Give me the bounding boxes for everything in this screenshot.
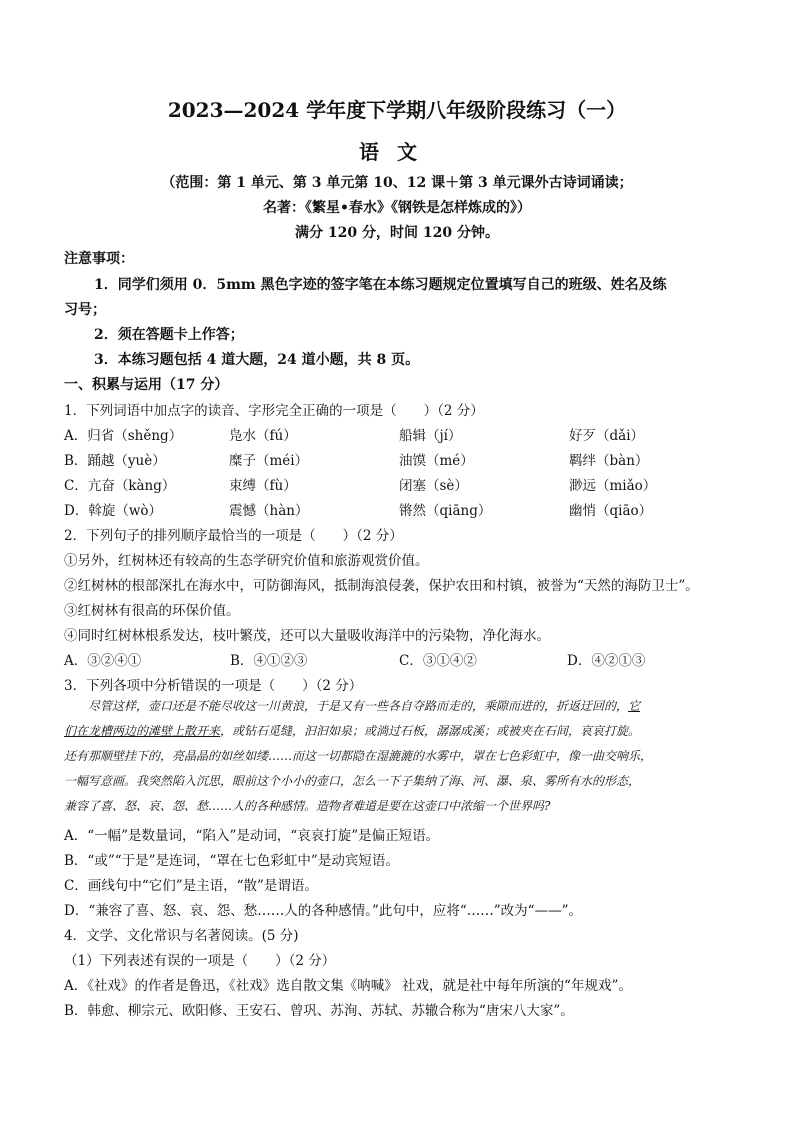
q2-option-b: B．④①②③	[230, 653, 308, 669]
q1-a-word-3: 船辑（jí）	[399, 428, 462, 444]
q2-option-a: A．③②④①	[64, 653, 142, 669]
q2-stem: 2．下列句子的排列顺序最恰当的一项是（ ）（2 分）	[64, 528, 403, 544]
q3-passage-line-2	[64, 719, 736, 744]
scope-line-1: （范围：第 1 单元、第 3 单元第 10、12 课＋第 3 单元课外古诗词诵读；	[161, 175, 633, 191]
q1-c-word-4: 渺远（miǎo）	[569, 478, 657, 494]
q1-d-word-1: D．斡旋（wò）	[64, 503, 163, 519]
q4-stem: 4．文学、文化常识与名著阅读。(5 分)	[64, 928, 299, 944]
q3-option-c: C．画线句中“它们”是主语，“散”是谓语。	[64, 878, 318, 894]
scope-line-2: 名著：《繁星•春水》《钢铁是怎样炼成的》）	[263, 200, 531, 216]
q3-option-b: B．“或”“于是”是连词，“罩在七色彩虹中”是动宾短语。	[64, 853, 399, 869]
q3-stem: 3．下列各项中分析错误的一项是（ ）（2 分）	[64, 678, 363, 694]
section-1-heading: 一、积累与运用（17 分）	[64, 377, 229, 393]
q2-option-c: C．③①④②	[399, 653, 477, 669]
q3-passage-line-1	[64, 694, 736, 719]
q1-b-word-3: 油馍（mé）	[399, 453, 474, 469]
notice-item-3: 3．本练习题包括 4 道大题，24 道小题，共 8 页。	[94, 352, 420, 368]
q1-b-word-2: 糜子（méi）	[229, 453, 309, 469]
q1-d-word-2: 震憾（hàn）	[229, 503, 309, 519]
notice-item-2: 2．须在答题卡上作答；	[94, 327, 244, 343]
notice-heading: 注意事项：	[64, 251, 134, 267]
q4-option-a: A．《社戏》的作者是鲁迅，《社戏》选自散文集《呐喊》 社戏，就是社中每年所演的“年规戏”。	[64, 978, 632, 994]
q3-underlined-sentence: 们在龙槽两边的滩壁上散开来	[64, 724, 221, 738]
q4-option-b: B．韩愈、柳宗元、欧阳修、王安石、曾巩、苏洵、苏轼、苏辙合称为“唐宋八大家”。	[64, 1003, 574, 1019]
q1-c-word-1: C．亢奋（kàng）	[64, 478, 176, 494]
score-time-line: 满分 120 分，时间 120 分钟。	[295, 225, 499, 241]
q1-option-row-b	[64, 449, 684, 469]
notice-item-1: 1．同学们须用 0．5mm 黑色字迹的签字笔在本练习题规定位置填写自己的班级、姓名及练	[94, 277, 667, 293]
q2-options	[64, 649, 684, 669]
q3-option-a: A．“一幅”是数量词，“陷入”是动词，“哀哀打旋”是偏正短语。	[64, 828, 440, 844]
exam-title: 2023—2024 学年度下学期八年级阶段练习（一）	[167, 98, 627, 122]
q1-stem: 1．下列词语中加点字的读音、字形完全正确的一项是（ ）（2 分）	[64, 403, 484, 419]
q2-sentence-1: ①另外，红树林还有较高的生态学研究价值和旅游观赏价值。	[64, 553, 429, 569]
q1-a-word-2: 凫水（fú）	[229, 428, 297, 444]
notice-item-1-cont: 习号；	[64, 302, 106, 318]
q1-b-word-1: B．踊越（yuè）	[64, 453, 166, 469]
q2-sentence-3: ③红树林有很高的环保价值。	[64, 603, 240, 619]
q1-d-word-4: 幽悄（qiāo）	[569, 503, 653, 519]
q1-c-word-2: 束缚（fù）	[229, 478, 297, 494]
q1-option-row-a	[64, 424, 684, 444]
q1-a-word-1: A．归省（shěng）	[64, 428, 183, 444]
q3-passage-line-3: 还有那顺壁挂下的，亮晶晶的如丝如缕……而这一切都隐在湿漉漉的水雾中，罩在七色彩虹中，像一曲交响乐，	[64, 749, 653, 763]
q2-sentence-4: ④同时红树林根系发达，枝叶繁茂，还可以大量吸收海洋中的污染物，净化海水。	[64, 628, 550, 644]
q1-b-word-4: 羁绊（bàn）	[569, 453, 649, 469]
q3-passage-text-2: ，或钻石觅缝，汩汩如泉；或淌过石板，潺潺成溪；或被夹在石间，哀哀打旋。	[220, 724, 641, 738]
q1-option-row-c	[64, 474, 684, 494]
q1-option-row-d	[64, 499, 684, 519]
exam-subject: 语文	[359, 140, 435, 164]
q1-c-word-3: 闭塞（sè）	[399, 478, 468, 494]
q1-a-word-4: 好歹（dǎi）	[569, 428, 645, 444]
q2-option-d: D．④②①③	[567, 653, 646, 669]
q2-sentence-2: ②红树林的根部深扎在海水中，可防御海风，抵制海浪侵袭，保护农田和村镇，被誉为“天然的海防卫士”。	[64, 578, 699, 594]
q3-underlined-start: 它	[628, 699, 641, 713]
q3-passage-line-5: 兼容了喜、怒、哀、怨、愁……人的各种感情。造物者难道是要在这壶口中浓缩一个世界吗?	[64, 799, 551, 813]
q1-d-word-3: 锵然（qiāng）	[399, 503, 492, 519]
q4-sub-1-stem: （1）下列表述有误的一项是（ ）（2 分）	[64, 953, 336, 969]
q3-option-d: D．“兼容了喜、怒、哀、怨、愁……人的各种感情。”此句中，应将“……”改为“——”。	[64, 903, 582, 919]
q3-passage-text-1: 尽管这样，壶口还是不能尽收这一川黄浪，于是又有一些各自夺路而走的，乘隙而进的，折返迂回的，	[88, 699, 629, 713]
q3-passage-line-4: 一幅写意画。我突然陷入沉思，眼前这个小小的壶口，怎么一下子集纳了海、河、瀑、泉、雾所有水的形态，	[64, 774, 641, 788]
